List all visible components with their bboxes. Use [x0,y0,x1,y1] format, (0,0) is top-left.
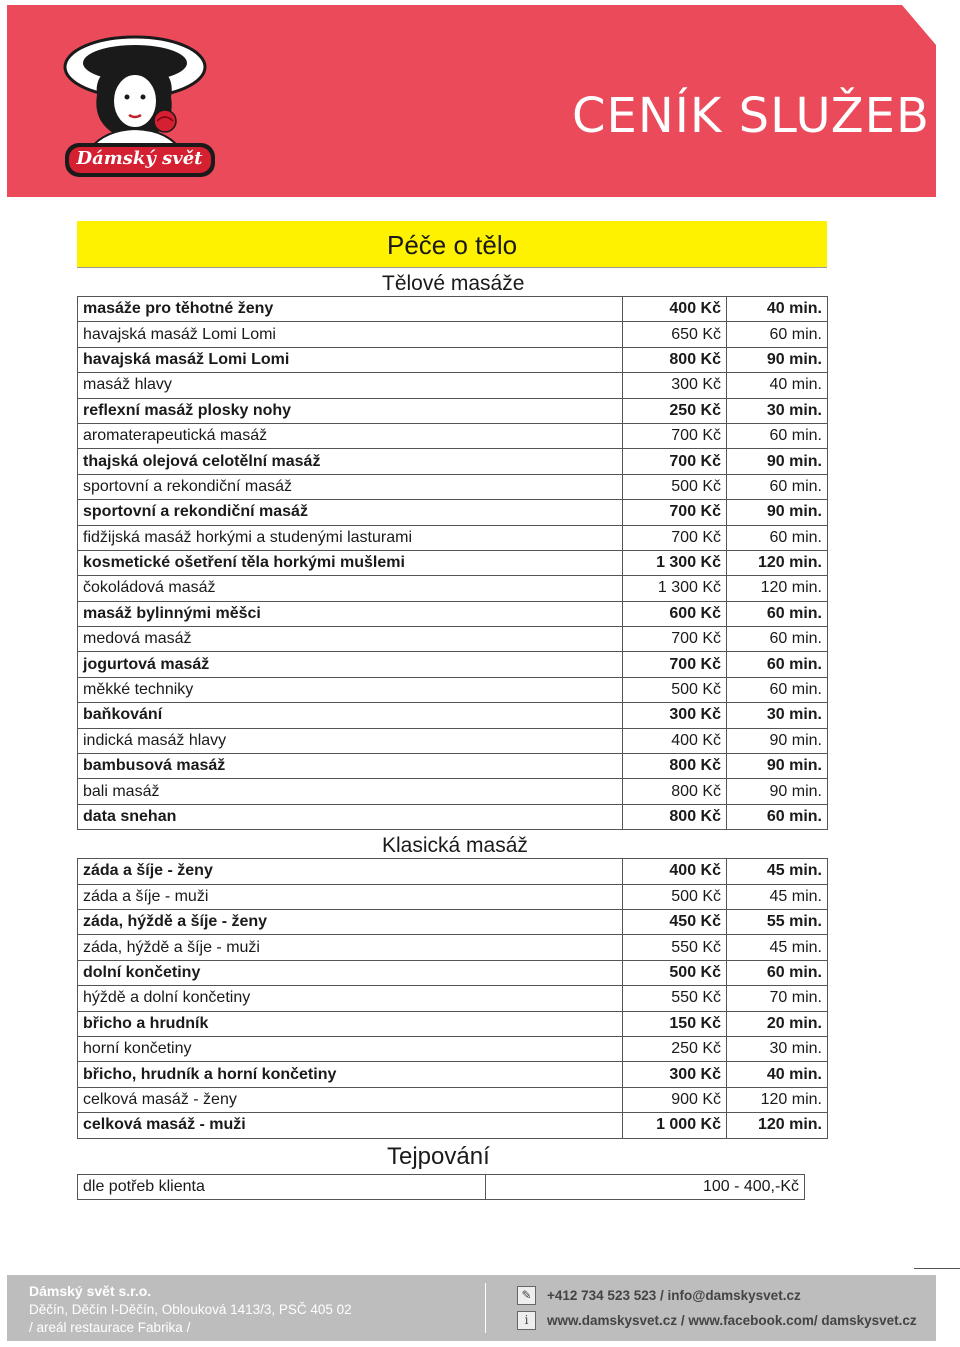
table-row [78,754,828,779]
category-header-tejpovani [77,1139,827,1174]
service-duration: 55 min. [727,909,828,934]
service-name: čokoládová masáž [78,576,623,601]
table-row [78,703,828,728]
service-name: záda, hýždě a šíje - muži [78,935,623,960]
section-header [77,221,827,268]
service-duration: 30 min. [727,1036,828,1061]
service-name: hýždě a dolní končetiny [78,986,623,1011]
service-name: masáže pro těhotné ženy [78,297,623,322]
service-price: 650 Kč [623,322,727,347]
service-name: thajská olejová celotělní masáž [78,449,623,474]
table-row [78,500,828,525]
service-price: 700 Kč [623,449,727,474]
service-price: 550 Kč [623,986,727,1011]
price-table-tejpovani [77,1174,805,1200]
service-price: 800 Kč [623,804,727,829]
service-price: 250 Kč [623,1036,727,1061]
service-price: 1 300 Kč [623,576,727,601]
category-title: Tejpování [387,1142,490,1170]
service-name: havajská masáž Lomi Lomi [78,347,623,372]
service-duration: 60 min. [727,525,828,550]
service-name: bali masáž [78,779,623,804]
service-duration: 45 min. [727,935,828,960]
table-row [78,935,828,960]
service-duration: 30 min. [727,398,828,423]
service-price: 400 Kč [623,728,727,753]
service-duration: 70 min. [727,986,828,1011]
table-row [78,627,828,652]
service-price: 700 Kč [623,652,727,677]
table-row [78,297,828,322]
table-row [78,449,828,474]
service-duration: 90 min. [727,779,828,804]
company-name: Dámský svět s.r.o. [29,1283,152,1299]
service-duration: 90 min. [727,347,828,372]
service-duration: 90 min. [727,500,828,525]
service-name: masáž hlavy [78,373,623,398]
table-row [78,525,828,550]
category-title: Klasická masáž [382,834,528,858]
table-row [78,884,828,909]
table-row [78,398,828,423]
contact-info[interactable]: +412 734 523 523 / info@damskysvet.cz [547,1288,801,1303]
service-price: 800 Kč [623,754,727,779]
table-row [78,859,828,884]
service-duration: 120 min. [727,576,828,601]
service-price: 300 Kč [623,373,727,398]
table-row [78,652,828,677]
service-name: dle potřeb klienta [78,1174,486,1199]
service-name: bambusová masáž [78,754,623,779]
service-name: záda a šíje - ženy [78,859,623,884]
service-duration: 60 min. [727,601,828,626]
service-name: kosmetické ošetření těla horkými mušlemi [78,550,623,575]
service-duration: 90 min. [727,728,828,753]
service-price: 500 Kč [623,884,727,909]
section-title: Péče o tělo [387,230,518,260]
service-name: dolní končetiny [78,960,623,985]
category-header-telove [77,268,827,296]
service-duration: 45 min. [727,884,828,909]
service-name: aromaterapeutická masáž [78,423,623,448]
service-name: břicho a hrudník [78,1011,623,1036]
service-name: masáž bylinnými měšci [78,601,623,626]
service-name: data snehan [78,804,623,829]
service-duration: 30 min. [727,703,828,728]
price-table-telove [77,296,828,830]
service-price: 800 Kč [623,347,727,372]
table-row [78,373,828,398]
table-row [78,1174,805,1199]
table-row [78,779,828,804]
service-name: sportovní a rekondiční masáž [78,474,623,499]
table-row [78,909,828,934]
page-title: CENÍK SLUŽEB [572,88,930,144]
service-price: 600 Kč [623,601,727,626]
price-sheet [77,221,827,1200]
address-line-2: / areál restaurace Fabrika / [29,1320,191,1335]
banner-fold-corner [902,5,936,45]
divider [914,1268,960,1269]
service-price: 700 Kč [623,525,727,550]
service-duration: 40 min. [727,297,828,322]
table-row [78,1087,828,1112]
footer [7,1275,936,1341]
service-duration: 90 min. [727,449,828,474]
service-duration: 60 min. [727,423,828,448]
info-icon: i [517,1311,536,1330]
service-duration: 20 min. [727,1011,828,1036]
table-row [78,576,828,601]
service-duration: 60 min. [727,474,828,499]
service-price: 450 Kč [623,909,727,934]
service-price: 500 Kč [623,677,727,702]
service-name: měkké techniky [78,677,623,702]
service-price: 700 Kč [623,627,727,652]
table-row [78,1036,828,1061]
service-duration: 60 min. [727,652,828,677]
table-row [78,601,828,626]
service-price: 1 300 Kč [623,550,727,575]
table-row [78,986,828,1011]
table-row [78,1113,828,1138]
service-name: indická masáž hlavy [78,728,623,753]
service-name: sportovní a rekondiční masáž [78,500,623,525]
service-price: 500 Kč [623,960,727,985]
service-price: 250 Kč [623,398,727,423]
service-duration: 90 min. [727,754,828,779]
service-name: jogurtová masáž [78,652,623,677]
footer-divider [485,1283,486,1333]
service-price: 550 Kč [623,935,727,960]
service-duration: 60 min. [727,677,828,702]
table-row [78,1062,828,1087]
service-duration: 60 min. [727,627,828,652]
category-header-klasicka [77,830,827,858]
table-row [78,423,828,448]
service-duration: 120 min. [727,1113,828,1138]
table-row [78,347,828,372]
service-name: reflexní masáž plosky nohy [78,398,623,423]
service-price: 700 Kč [623,423,727,448]
table-row [78,1011,828,1036]
service-duration: 120 min. [727,1087,828,1112]
service-price: 300 Kč [623,703,727,728]
service-name: medová masáž [78,627,623,652]
table-row [78,960,828,985]
service-duration: 120 min. [727,550,828,575]
service-price: 800 Kč [623,779,727,804]
pencil-icon: ✎ [517,1286,536,1305]
table-row [78,322,828,347]
service-price: 150 Kč [623,1011,727,1036]
service-duration: 45 min. [727,859,828,884]
service-name: břicho, hrudník a horní končetiny [78,1062,623,1087]
service-price: 300 Kč [623,1062,727,1087]
service-duration: 60 min. [727,960,828,985]
service-price: 1 000 Kč [623,1113,727,1138]
table-row [78,804,828,829]
address-line-1: Děčín, Děčín I-Děčín, Oblouková 1413/3, PSČ 405 02 [29,1302,352,1317]
service-duration: 40 min. [727,1062,828,1087]
service-price: 500 Kč [623,474,727,499]
service-name: baňkování [78,703,623,728]
service-duration: 40 min. [727,373,828,398]
service-duration: 60 min. [727,804,828,829]
service-name: horní končetiny [78,1036,623,1061]
service-name: záda a šíje - muži [78,884,623,909]
table-row [78,474,828,499]
service-name: fidžijská masáž horkými a studenými lasturami [78,525,623,550]
category-title: Tělové masáže [382,272,525,295]
table-row [78,550,828,575]
service-price: 400 Kč [623,859,727,884]
service-price: 100 - 400,-Kč [486,1174,805,1199]
service-name: záda, hýždě a šíje - ženy [78,909,623,934]
web-links[interactable]: www.damskysvet.cz / www.facebook.com/ damskysvet.cz [547,1313,917,1328]
service-name: havajská masáž Lomi Lomi [78,322,623,347]
table-row [78,728,828,753]
price-table-klasicka [77,858,828,1138]
service-name: celková masáž - muži [78,1113,623,1138]
service-price: 700 Kč [623,500,727,525]
service-duration: 60 min. [727,322,828,347]
table-row [78,677,828,702]
logo-text: Dámský svět [76,148,203,169]
service-name: celková masáž - ženy [78,1087,623,1112]
service-price: 900 Kč [623,1087,727,1112]
damsky-svet-logo [57,25,222,183]
service-price: 400 Kč [623,297,727,322]
header-banner [7,5,936,197]
